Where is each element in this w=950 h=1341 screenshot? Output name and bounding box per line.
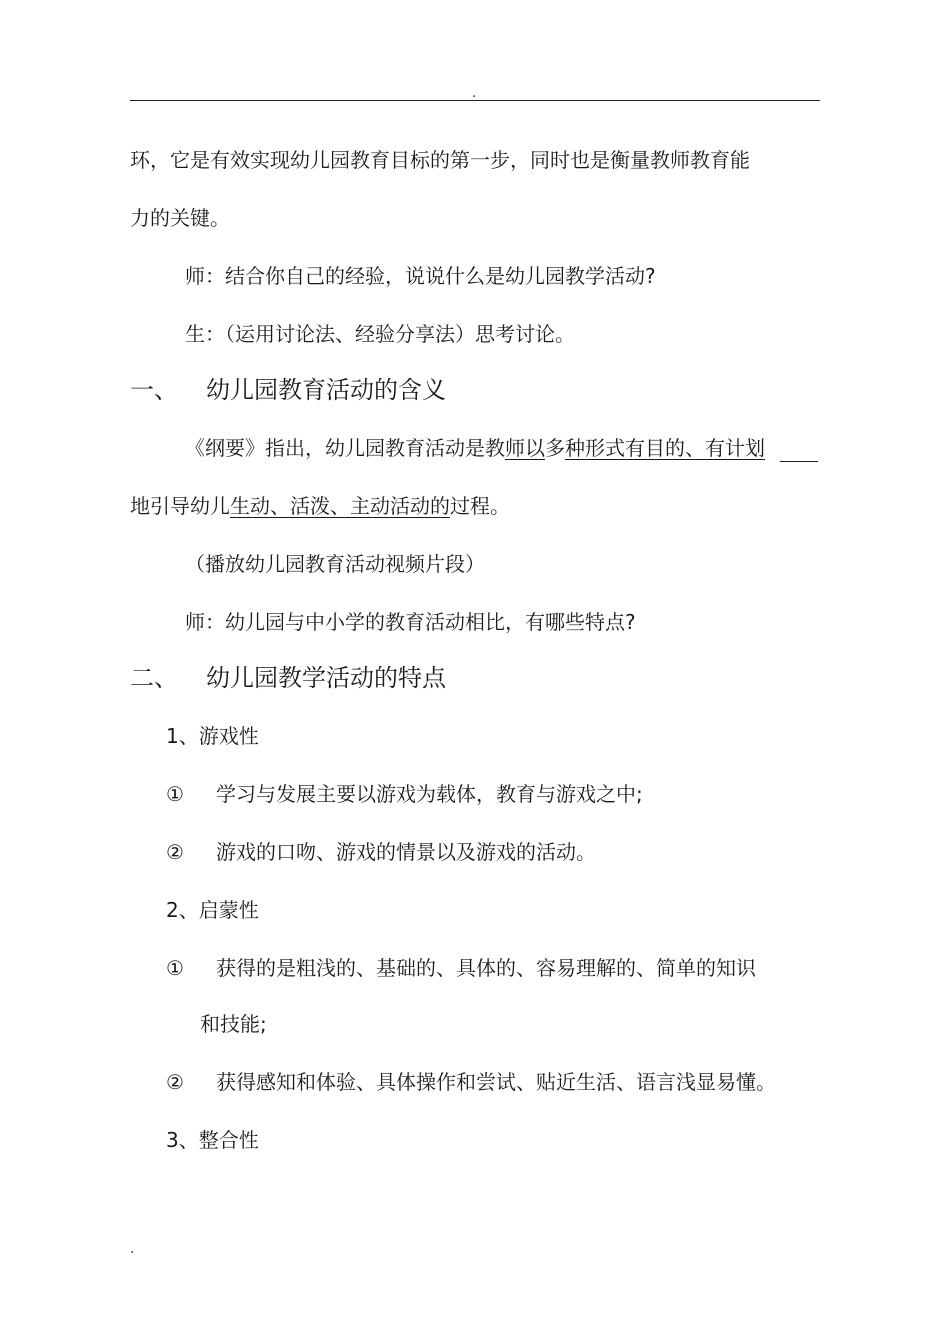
definition-underline-c: 生动、活泼、主动活动的 [230,494,450,518]
section-title-1: 幼儿园教育活动的含义 [206,376,446,404]
feature-1-title: 1、游戏性 [166,724,259,748]
definition-text-d: 过程。 [450,494,510,518]
feature-3-title: 3、整合性 [166,1128,259,1152]
definition-underline-b: 种形式有目的、有计划 [565,436,765,460]
item-marker: ② [166,840,184,864]
feature-1-item-2 [166,838,596,866]
section-heading-1 [130,374,446,406]
feature-2-title: 2、启蒙性 [166,898,259,922]
item-text: 游戏的口吻、游戏的情景以及游戏的活动。 [216,840,596,864]
definition-line-1 [185,434,765,462]
section-number-1: 一、 [130,376,178,404]
footer-dot: . [130,1241,135,1257]
video-note: （播放幼儿园教育活动视频片段） [185,552,485,576]
definition-text-b: 多 [545,436,565,460]
section-heading-2 [130,662,446,694]
section-title-2: 幼儿园教学活动的特点 [206,664,446,692]
item-text: 获得感知和体验、具体操作和尝试、贴近生活、语言浅显易懂。 [216,1070,776,1094]
header-rule [130,100,820,101]
feature-2-item-2 [166,1068,776,1096]
definition-line-2 [130,492,510,520]
item-marker: ① [166,782,184,806]
teacher-question-1: 师：结合你自己的经验，说说什么是幼儿园教学活动? [185,264,656,288]
header-dot: . [472,85,477,101]
item-text: 获得的是粗浅的、基础的、具体的、容易理解的、简单的知识 [216,956,756,980]
feature-1-item-1 [166,780,643,808]
definition-text-c: 地引导幼儿 [130,494,230,518]
item-text: 学习与发展主要以游戏为载体，教育与游戏之中; [216,782,643,806]
paragraph-line-1: 环，它是有效实现幼儿园教育目标的第一步，同时也是衡量教师教育能 [130,148,750,172]
feature-2-item-1 [166,954,756,982]
definition-underline-a: 师以 [505,436,545,460]
section-number-2: 二、 [130,664,178,692]
underline-extension [780,461,818,462]
item-marker: ② [166,1070,184,1094]
item-marker: ① [166,956,184,980]
student-answer-1: 生：（运用讨论法、经验分享法）思考讨论。 [185,322,575,346]
paragraph-line-2: 力的关键。 [130,206,230,230]
definition-text-a: 《纲要》指出，幼儿园教育活动是教 [185,436,505,460]
teacher-question-2: 师：幼儿园与中小学的教育活动相比，有哪些特点? [185,610,636,634]
feature-2-item-1-continued: 和技能; [200,1012,267,1036]
